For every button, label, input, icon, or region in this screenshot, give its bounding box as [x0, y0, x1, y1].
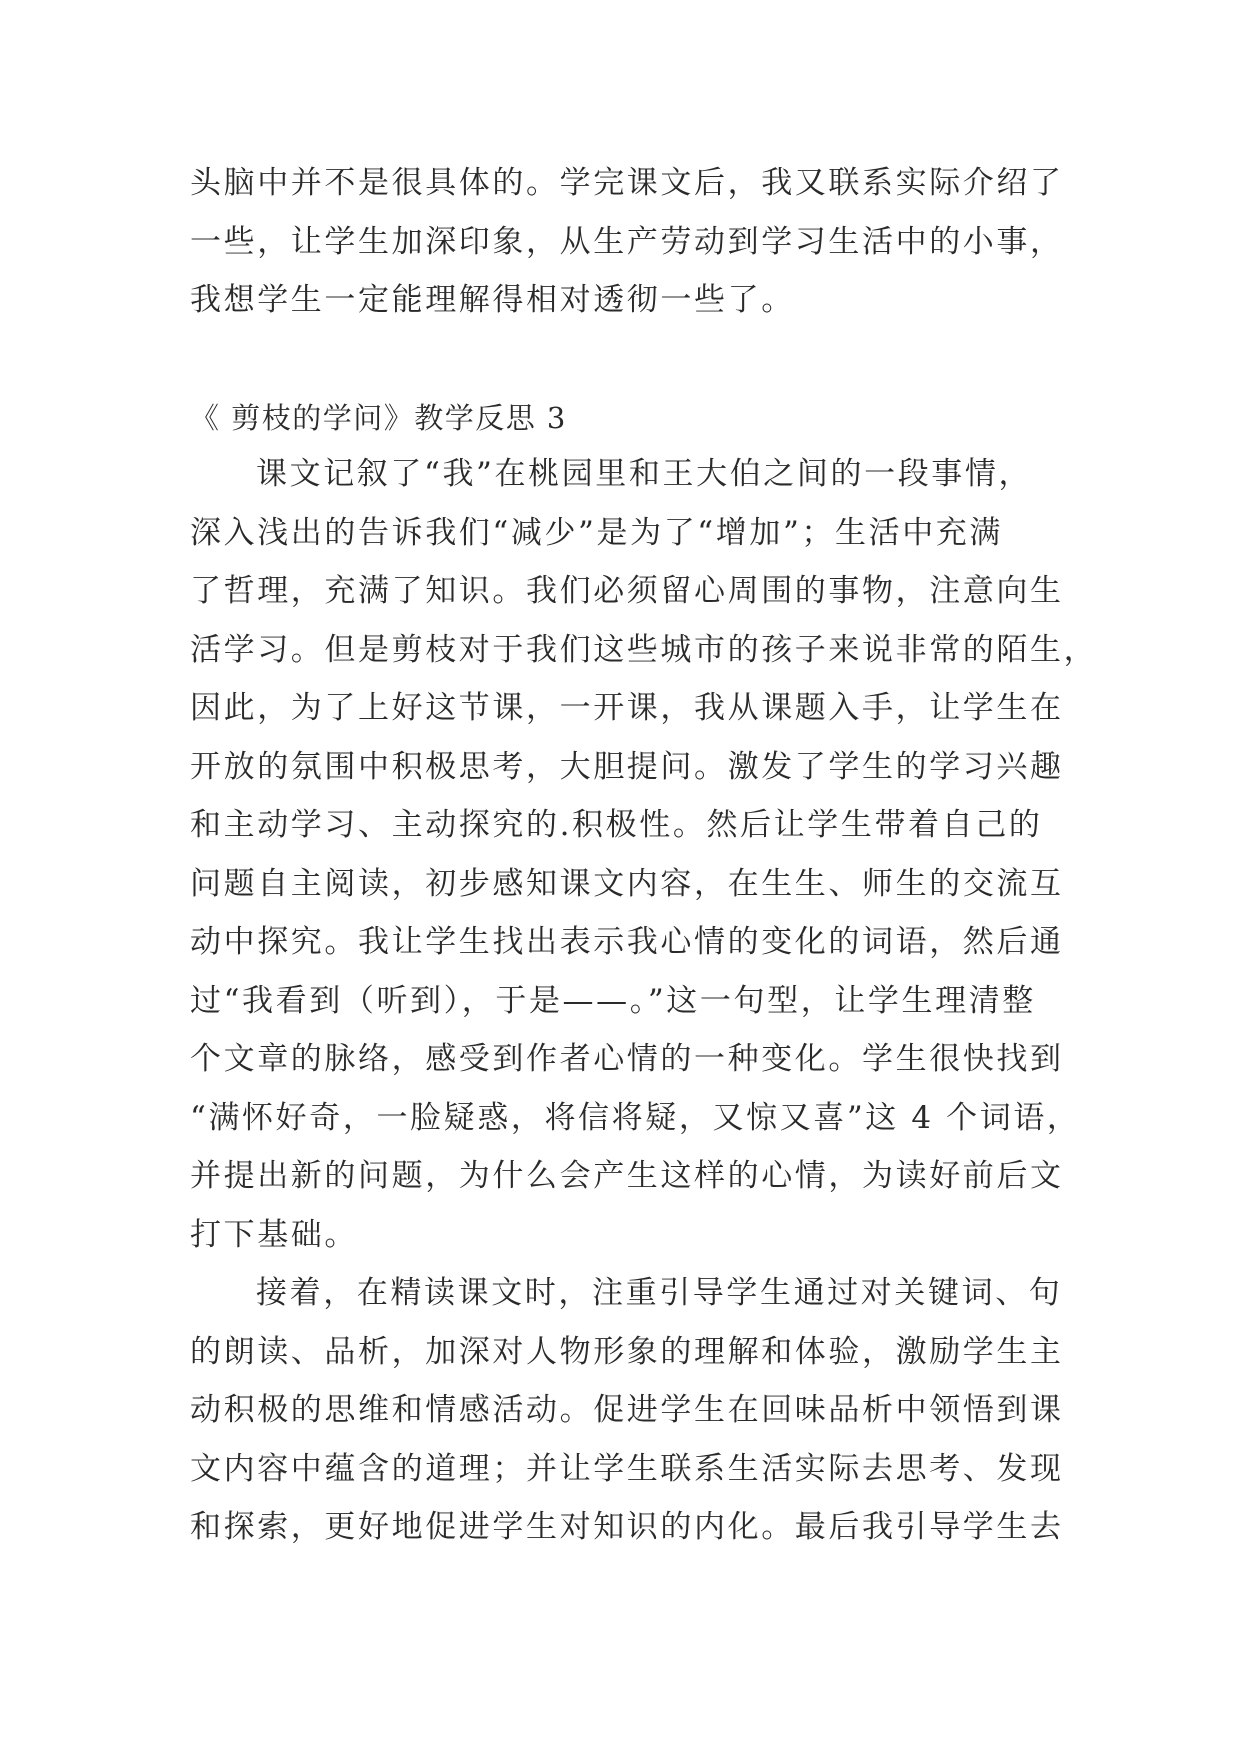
paragraph-line: 接着，在精读课文时，注重引导学生通过对关键词、句	[256, 1275, 1063, 1311]
paragraph-line: 动积极的思维和情感活动。促进学生在回味品析中领悟到课	[190, 1392, 1064, 1428]
paragraph-line: 一些，让学生加深印象，从生产劳动到学习生活中的小事，	[190, 223, 1064, 260]
paragraph-line: 了哲理，充满了知识。我们必须留心周围的事物，注意向生	[190, 573, 1064, 609]
paragraph-line: 问题自主阅读，初步感知课文内容，在生生、师生的交流互	[190, 865, 1064, 902]
section-body	[190, 445, 1098, 1557]
paragraph-line: 动中探究。我让学生找出表示我心情的变化的词语，然后通	[190, 924, 1064, 960]
paragraph-line: 过“我看到（听到），于是——。”这一句型，让学生理清整	[190, 982, 1036, 1019]
paragraph-line: 我想学生一定能理解得相对透彻一些了。	[190, 282, 795, 318]
section-heading: 《 剪枝的学问》教学反思 3	[190, 401, 567, 435]
paragraph-line: 个文章的脉络，感受到作者心情的一种变化。学生很快找到	[190, 1041, 1064, 1077]
paragraph-line: 活学习。但是剪枝对于我们这些城市的孩子来说非常的陌生，	[190, 631, 1098, 668]
paragraph-line: 文内容中蕴含的道理；并让学生联系生活实际去思考、发现	[190, 1450, 1064, 1487]
paragraph-line: 和主动学习、主动探究的.积极性。然后让学生带着自己的	[190, 807, 1043, 843]
paragraph-line: 因此，为了上好这节课，一开课，我从课题入手，让学生在	[190, 690, 1064, 726]
paragraph-line: 打下基础。	[190, 1216, 358, 1253]
paragraph-line: 开放的氛围中积极思考，大胆提问。激发了学生的学习兴趣	[190, 748, 1064, 785]
paragraph-line: 并提出新的问题，为什么会产生这样的心情，为读好前后文	[190, 1158, 1064, 1194]
paragraph-line: 和探索，更好地促进学生对知识的内化。最后我引导学生去	[190, 1509, 1064, 1545]
paragraph-line: 的朗读、品析，加深对人物形象的理解和体验，激励学生主	[190, 1333, 1064, 1370]
paragraph-line: 头脑中并不是很具体的。学完课文后，我又联系实际介绍了	[190, 165, 1064, 201]
paragraph-line: 深入浅出的告诉我们“减少”是为了“增加”；生活中充满	[190, 514, 1003, 551]
paragraph-line: “满怀好奇，一脸疑惑，将信将疑，又惊又喜”这 4 个词语，	[190, 1099, 1081, 1136]
paragraph-line: 课文记叙了“我”在桃园里和王大伯之间的一段事情，	[256, 456, 1033, 492]
top-paragraph	[190, 154, 1064, 330]
